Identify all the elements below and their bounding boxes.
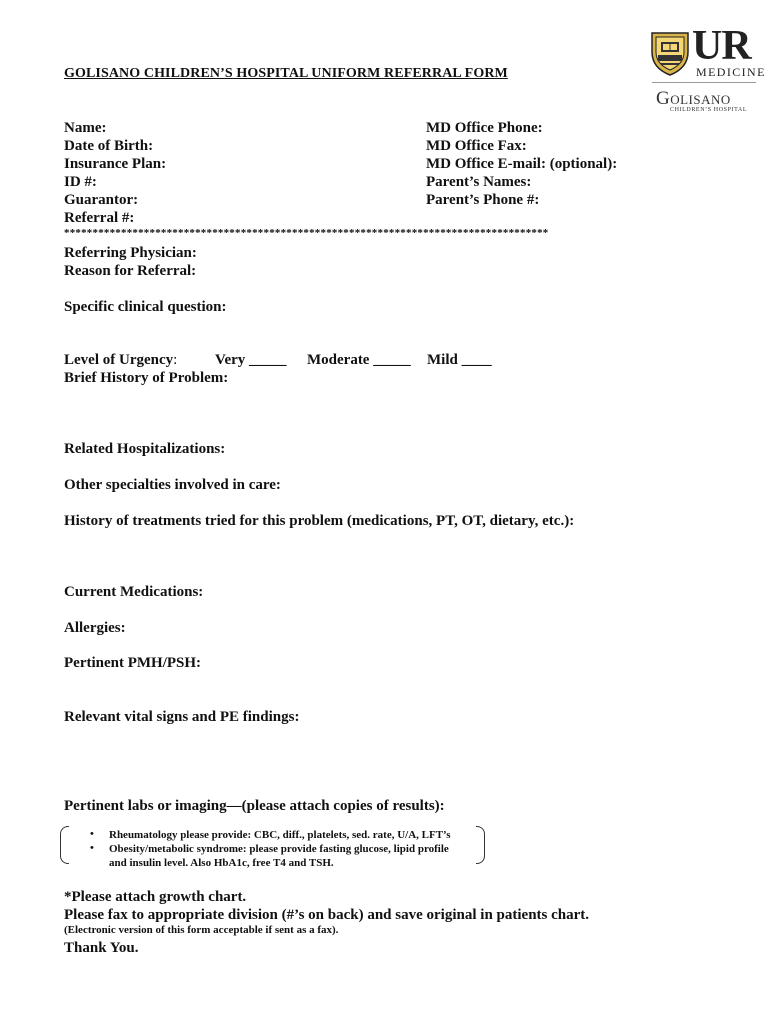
urgency-mild[interactable]: Mild ____ bbox=[427, 352, 492, 368]
allergies-label: Allergies: bbox=[64, 620, 126, 636]
md-office-email-label: MD Office E-mail: (optional): bbox=[426, 156, 618, 172]
ur-medicine-golisano-logo bbox=[648, 23, 766, 118]
growth-chart-note: *Please attach growth chart. bbox=[64, 889, 247, 905]
insurance-label: Insurance Plan: bbox=[64, 156, 167, 172]
pertinent-pmh-psh-label: Pertinent PMH/PSH: bbox=[64, 655, 202, 671]
clinical-question-label: Specific clinical question: bbox=[64, 299, 227, 315]
electronic-version-note: (Electronic version of this form acceptable if sent as a fax). bbox=[64, 924, 339, 936]
id-label: ID #: bbox=[64, 174, 97, 190]
rheumatology-requirement: Rheumatology please provide: CBC, diff., platelets, sed. rate, U/A, LFT’s bbox=[109, 829, 451, 841]
obesity-requirement-line2: and insulin level. Also HbA1c, free T4 and TSH. bbox=[109, 857, 334, 869]
name-label: Name: bbox=[64, 120, 107, 136]
logo-golisano-text: Golisano bbox=[656, 88, 731, 109]
bullet-icon: • bbox=[90, 842, 94, 854]
related-hospitalizations-label: Related Hospitalizations: bbox=[64, 441, 226, 457]
referral-number-label: Referral #: bbox=[64, 210, 135, 226]
md-office-fax-label: MD Office Fax: bbox=[426, 138, 527, 154]
labs-imaging-label: Pertinent labs or imaging—(please attach copies of results): bbox=[64, 798, 445, 814]
referring-physician-label: Referring Physician: bbox=[64, 245, 197, 261]
urgency-row bbox=[64, 351, 177, 369]
dob-label: Date of Birth: bbox=[64, 138, 154, 154]
university-shield-icon bbox=[648, 30, 692, 76]
logo-ur-text: UR bbox=[692, 23, 751, 69]
urgency-label: Level of Urgency bbox=[64, 352, 174, 368]
urgency-moderate[interactable]: Moderate _____ bbox=[307, 352, 411, 368]
asterisk-separator: ************************************************************************************* bbox=[64, 227, 549, 239]
parents-phone-label: Parent’s Phone #: bbox=[426, 192, 540, 208]
md-office-phone-label: MD Office Phone: bbox=[426, 120, 543, 136]
form-title: GOLISANO CHILDREN’S HOSPITAL UNIFORM REFERRAL FORM bbox=[64, 66, 508, 81]
parents-names-label: Parent’s Names: bbox=[426, 174, 532, 190]
bullet-icon: • bbox=[90, 828, 94, 840]
logo-medicine-text: MEDICINE bbox=[696, 65, 766, 79]
current-medications-label: Current Medications: bbox=[64, 584, 204, 600]
reason-for-referral-label: Reason for Referral: bbox=[64, 263, 197, 279]
other-specialties-label: Other specialties involved in care: bbox=[64, 477, 281, 493]
right-bracket bbox=[476, 826, 485, 864]
obesity-requirement-line1: Obesity/metabolic syndrome: please provide fasting glucose, lipid profile bbox=[109, 843, 449, 855]
vital-signs-pe-label: Relevant vital signs and PE findings: bbox=[64, 709, 300, 725]
treatments-history-label: History of treatments tried for this problem (medications, PT, OT, dietary, etc.): bbox=[64, 513, 575, 529]
fax-instruction: Please fax to appropriate division (#’s on back) and save original in patients chart. bbox=[64, 907, 590, 923]
brief-history-label: Brief History of Problem: bbox=[64, 370, 229, 386]
urgency-colon: : bbox=[173, 352, 178, 368]
logo-divider bbox=[652, 82, 756, 83]
logo-childrens-hospital-text: CHILDREN’S HOSPITAL bbox=[670, 107, 748, 113]
left-bracket bbox=[60, 826, 69, 864]
lab-requirements-box bbox=[60, 826, 485, 869]
guarantor-label: Guarantor: bbox=[64, 192, 139, 208]
thank-you-text: Thank You. bbox=[64, 940, 139, 956]
urgency-very[interactable]: Very _____ bbox=[215, 352, 287, 368]
